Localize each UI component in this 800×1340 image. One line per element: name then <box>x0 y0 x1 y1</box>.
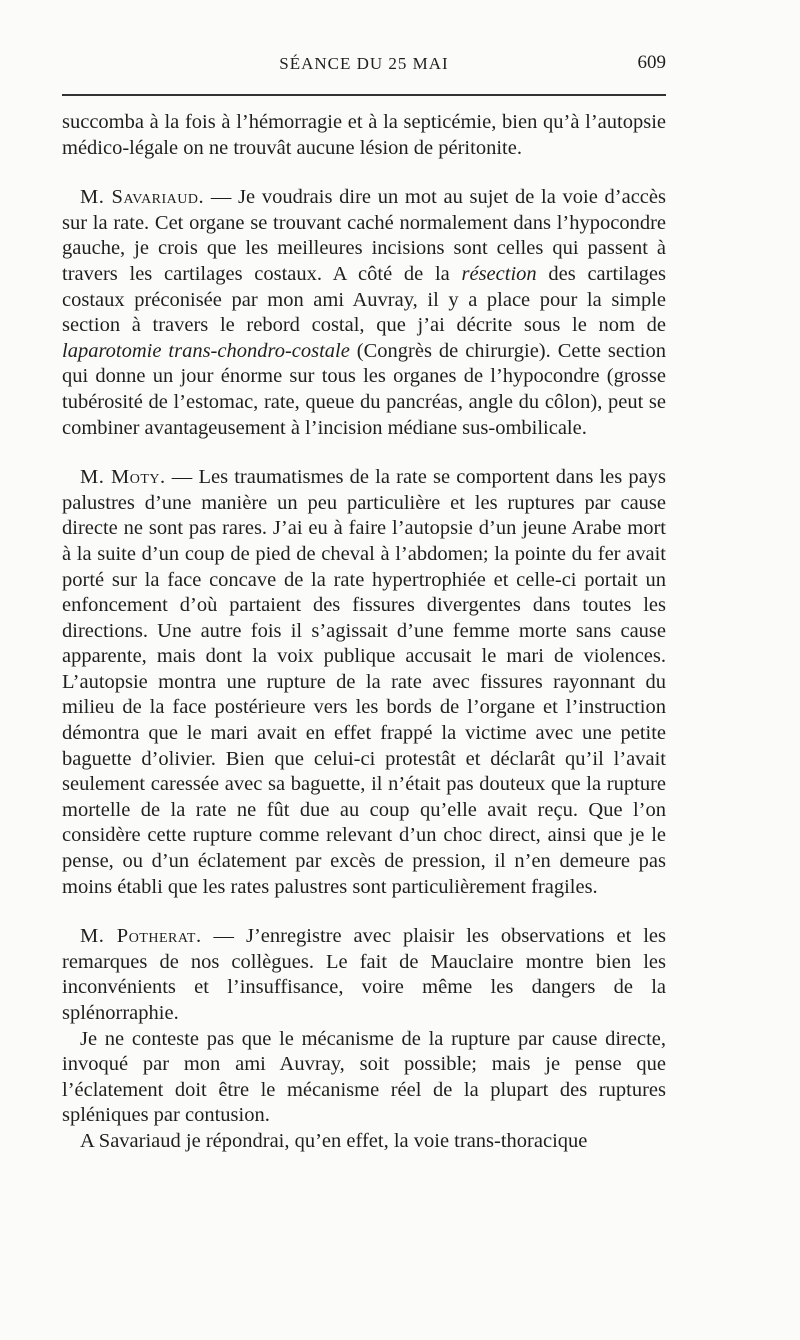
paragraph-text: — Les traumatismes de la rate se comportent dans les pays palustres d’une manière un peu particulière et les ruptures par cause directe ne sont pas rares. J’ai eu à faire l’autopsie d’un jeune Arabe mort à la suite d’un coup de pied de cheval à l’abdomen; la pointe du fer avait porté sur la face concave de la rate hypertrophiée et celle-ci portait un enfoncement d’où partaient des fissures divergentes dans toutes les directions. Une autre fois il s’agissait d’une femme morte sans cause apparente, mais dont la voix publique accusait le mari de violences. L’autopsie montra une rupture de la rate avec fissures rayonnant du milieu de la face postérieure vers les bords de l’organe et l’instruction démontra que le mari avait en effet frappé la victime avec une petite baguette d’olivier. Bien que celui-ci protestât et déclarât qu’il l’avait seulement caressée avec sa baguette, il n’était pas douteux que la rupture mortelle de la rate ne fût due au coup qu’elle avait reçu. Que l’on considère cette rupture comme relevant d’un choc direct, ainsi que je le pense, ou d’un éclatement par excès de pression, il n’en demeure pas moins établi que les rates palustres sont particulièrement fragiles. <box>62 466 666 898</box>
paragraph-text: des cartilages costaux préconisée par mon ami Auvray, il y a place pour la simple section à travers le rebord costal, que j’ai décrite sous le nom de <box>62 262 666 337</box>
paragraph-text: — J’enregistre avec plaisir les observations et les remarques de nos collègues. Le fait de Mauclaire montre bien les inconvénients et l’insuffisance, voire même les dangers de la splénorraphie. <box>62 925 666 1024</box>
italic-term: résection <box>461 262 537 285</box>
paragraph-text: — Je voudrais dire un mot au sujet de la voie d’accès sur la rate. Cet organe se trouvant caché normalement dans l’hypocondre gauche, je crois que les meilleures incisions sont celles qui passent à travers les cartilages costaux. A côté de la <box>62 186 666 285</box>
paragraph-continuation: succomba à la fois à l’hémorragie et à la septicémie, bien qu’à l’autopsie médico-légale on ne trouvât aucune lésion de péritonite. <box>62 111 666 159</box>
body-text <box>62 110 666 1155</box>
speaker-name: M. Moty. <box>80 466 166 489</box>
page-number: 609 <box>637 52 666 73</box>
running-head: SÉANCE DU 25 MAI <box>279 54 449 73</box>
paragraph-moty <box>62 465 666 900</box>
paragraph-text: (Congrès de chirurgie). Cette section qui donne un jour énorme sur tous les organes de l’hypocondre (grosse tubérosité de l’estomac, rate, queue du pancréas, angle du côlon), peut se combiner avantageusement à l’incision médiane sus-ombilicale. <box>62 339 666 439</box>
speaker-name: M. Potherat. <box>80 925 202 948</box>
italic-term: laparotomie trans-chondro-costale <box>62 339 350 362</box>
paragraph-potherat-3: A Savariaud je répondrai, qu’en effet, la voie trans-thoracique <box>80 1129 588 1152</box>
paragraph-potherat <box>62 924 666 1026</box>
speaker-name: M. Savariaud. <box>80 186 205 209</box>
paragraph-potherat-2: Je ne conteste pas que le mécanisme de la rupture par cause directe, invoqué par mon ami Auvray, soit possible; mais je pense que l’éclatement doit être le mécanisme réel de la plupart des ruptures spléniques par contusion. <box>62 1027 666 1127</box>
page-header <box>62 50 666 82</box>
paragraph-savariaud <box>62 185 666 441</box>
header-rule <box>62 94 666 96</box>
